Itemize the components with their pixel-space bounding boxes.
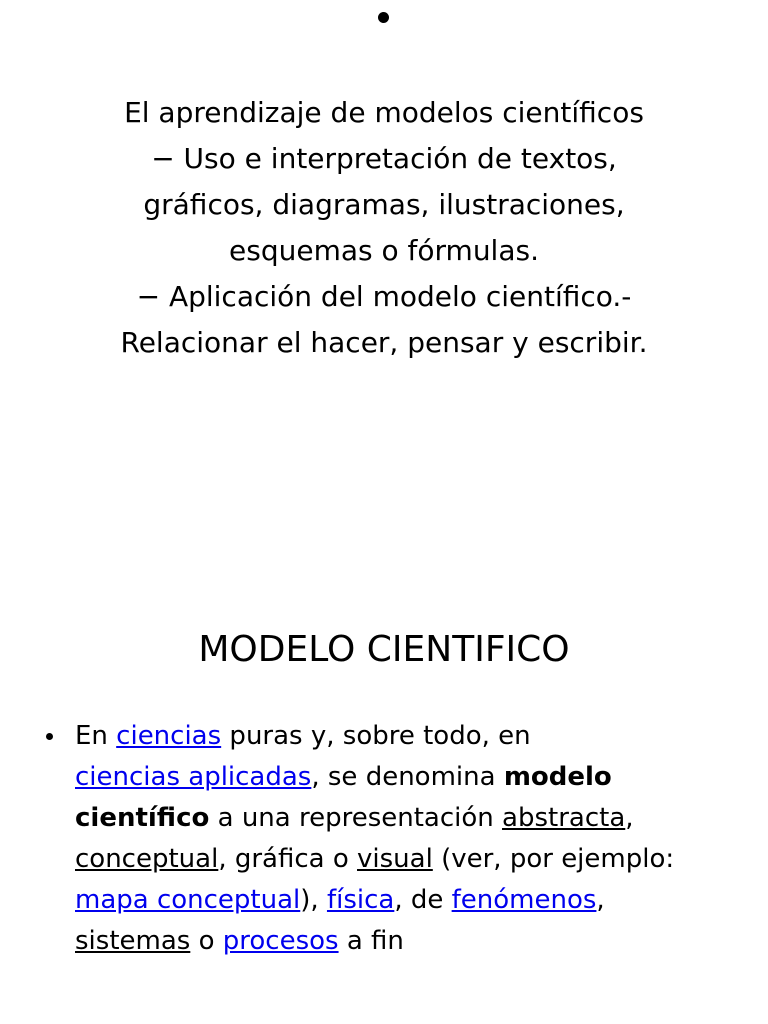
- bold-term: modelo: [503, 762, 612, 792]
- text-run: puras y, sobre todo, en: [221, 721, 531, 751]
- bullet-icon: [378, 12, 389, 23]
- text-line: [75, 921, 730, 962]
- link-procesos[interactable]: procesos: [222, 926, 339, 956]
- underlined-term: conceptual: [75, 844, 219, 874]
- link-ciencias[interactable]: ciencias: [116, 721, 222, 751]
- intro-line: − Uso e interpretación de textos,: [151, 142, 617, 175]
- text-run: ,: [596, 885, 605, 915]
- text-run: a una representación: [209, 803, 503, 833]
- intro-line: esquemas o fórmulas.: [229, 234, 539, 267]
- text-line: [75, 880, 730, 921]
- intro-line: gráficos, diagramas, ilustraciones,: [143, 188, 625, 221]
- text-run: a fin: [338, 926, 404, 956]
- underlined-term: abstracta: [502, 803, 626, 833]
- underlined-term: visual: [357, 844, 433, 874]
- text-run: ,: [625, 803, 634, 833]
- intro-line: − Aplicación del modelo científico.-: [136, 280, 632, 313]
- list-item: [40, 716, 730, 962]
- intro-text: [40, 90, 728, 366]
- text-run: , se denomina: [311, 762, 504, 792]
- bold-term: científico: [75, 803, 210, 833]
- link-fisica[interactable]: física: [326, 885, 395, 915]
- text-run: (ver, por ejemplo:: [432, 844, 675, 874]
- text-line: [75, 839, 730, 880]
- text-run: , gráfica o: [218, 844, 358, 874]
- link-ciencias-aplicadas[interactable]: ciencias aplicadas: [75, 762, 312, 792]
- link-fenomenos[interactable]: fenómenos: [451, 885, 597, 915]
- text-line: [75, 798, 730, 839]
- text-run: ),: [300, 885, 327, 915]
- intro-line: El aprendizaje de modelos científicos: [124, 96, 644, 129]
- slide-2: [0, 520, 768, 1024]
- text-line: [75, 716, 730, 757]
- text-run: En: [75, 721, 117, 751]
- intro-line: Relacionar el hacer, pensar y escribir.: [120, 326, 648, 359]
- body-list: [40, 716, 730, 962]
- text-run: , de: [394, 885, 452, 915]
- slide-title: MODELO CIENTIFICO: [198, 629, 570, 670]
- underlined-term: sistemas: [75, 926, 191, 956]
- link-mapa-conceptual[interactable]: mapa conceptual: [75, 885, 301, 915]
- text-run: o: [190, 926, 223, 956]
- bullet-icon: [46, 733, 53, 740]
- text-line: [75, 757, 730, 798]
